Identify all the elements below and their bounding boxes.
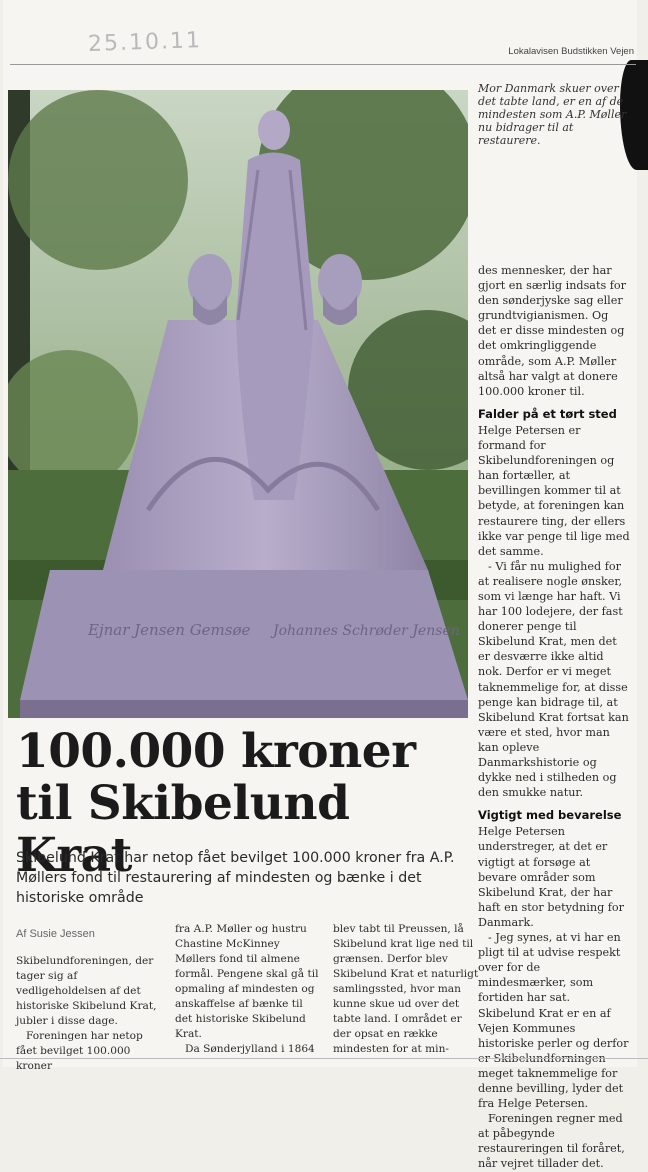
page-fold-line [0, 1058, 648, 1059]
article-subhead: Skibelund Krat har netop fået bevilget 100.000 kroner fra A.P. Møllers fond til restaurering af mindesten og bænke i det historiske område [16, 850, 455, 906]
inscription-right: Johannes Schrøder Jensen [273, 623, 460, 639]
section-heading: Vigtigt med bevarelse [478, 808, 622, 823]
paragraph: fra A.P. Møller og hustru Chastine McKinney Møllers fond til almene formål. Pengene skal gå til opmaling af mindesten og anskaffelse af bænke til det historiske Skibelund Krat. [175, 923, 319, 1040]
photo-caption: Mor Danmark skuer over det tabte land, er en af de mindesten som A.P. Møller nu bidrager til at restaurere. [478, 82, 627, 147]
byline: Af Susie Jessen [16, 928, 95, 940]
handwritten-date: 25.10.11 [87, 28, 203, 57]
article-right-column [478, 263, 630, 1172]
paragraph: Helge Petersen er formand for Skibelundforeningen og han fortæller, at bevillingen kommer til at betyde, at foreningen kan restaurere ting, der ellers ikke var penge til lige med det samme. [478, 423, 630, 558]
section-heading: Falder på et tørt sted [478, 406, 617, 421]
paragraph: - Jeg synes, at vi har en pligt til at udvise respekt over for de mindesmærker, som fortiden har sat. Skibelund Krat er en af Vejen Kommunes historiske perler og derfor er Skibelundforningen meget taknemmelige for denne bevilling, lyder det fra Helge Petersen. [478, 931, 629, 1111]
paragraph: des mennesker, der har gjort en særlig indsats for den sønderjyske sag eller grundtvigianismen. Og det er disse mindesten og det omkringliggende område, som A.P. Møller altså har valgt at donere 100.000 kroner til. [478, 264, 626, 398]
statue-icon [8, 90, 468, 718]
paragraph: Foreningen har netop fået bevilget 100.000 kroner [16, 1030, 143, 1072]
inscription-left: Ejnar Jensen Gemsøe [88, 621, 251, 639]
body-column-1 [16, 954, 162, 1074]
paragraph: Foreningen regner med at påbegynde restaureringen til foråret, når vejret tillader det. [478, 1112, 625, 1171]
paragraph: blev tabt til Preussen, lå Skibelund krat lige ned til grænsen. Derfor blev Skibelund Krat et naturligt samlingssted, hvor man kunne skue ud over det tabte land. I området er der opsat en række mindesten for at min- [333, 923, 479, 1055]
headline-line-2: til Skibelund Krat [16, 776, 350, 883]
header-rule [10, 64, 636, 65]
body-column-3 [333, 922, 479, 1057]
paragraph: - Vi får nu mulighed for at realisere nogle ønsker, som vi længe har haft. Vi har 100 lodejere, der fast donerer penge til Skibelund Krat, men det er desværre ikke altid nok. Derfor er vi meget taknemmelige for, at disse penge kan bidrage til, at Skibelund Krat fortsat kan være et sted, hvor man kan opleve Danmarkshistorie og dykke ned i stilheden og den smukke natur. [478, 559, 629, 800]
paragraph: Skibelundforeningen, der tager sig af vedligeholdelsen af det historiske Skibelund Krat, jubler i disse dage. [16, 955, 157, 1027]
body-column-2 [175, 922, 321, 1057]
statue-photo [8, 90, 468, 718]
paragraph: Helge Petersen understreger, at det er vigtigt at forsøge at bevare områder som Skibelund Krat, der har haft en stor betydning for Danmark. [478, 825, 625, 929]
headline-line-1: 100.000 kroner [16, 724, 416, 779]
newspaper-name: Lokalavisen Budstikken Vejen [508, 46, 634, 57]
paragraph: Da Sønderjylland i 1864 [185, 1043, 315, 1055]
